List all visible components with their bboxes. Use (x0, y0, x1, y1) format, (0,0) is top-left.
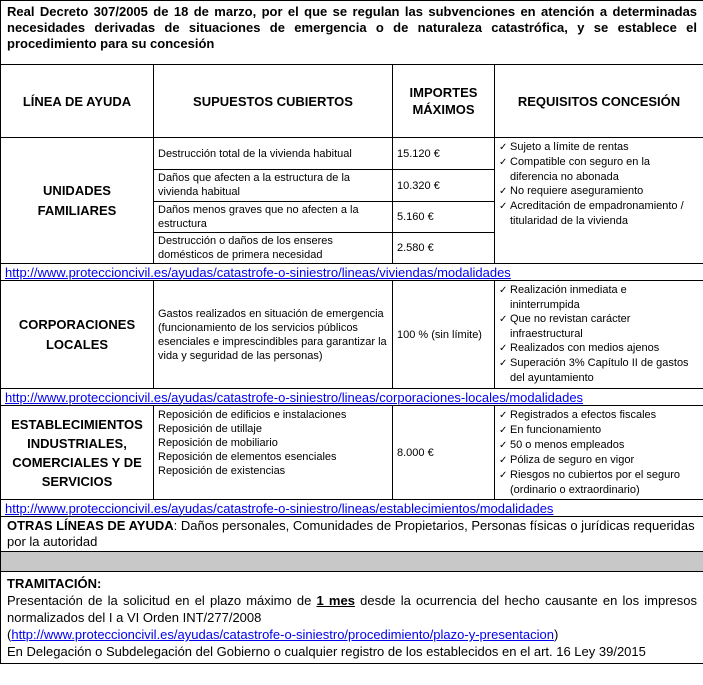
header-linea: LÍNEA DE AYUDA (1, 65, 154, 138)
requisito-item: ✓ Acreditación de empadronamiento / titularidad de la vivienda (499, 199, 699, 228)
requisito-item: ✓ Que no revistan carácter infraestructural (499, 312, 699, 341)
requisito-item: ✓ Realizados con medios ajenos (499, 341, 699, 356)
requisito-item: ✓ Sujeto a límite de rentas (499, 140, 699, 155)
requisitos-list (499, 140, 699, 228)
importe-cell: 2.580 € (393, 233, 495, 264)
importe-cell: 10.320 € (393, 170, 495, 202)
requisito-item: ✓ 50 o menos empleados (499, 438, 699, 453)
supuesto-item: Reposición de elementos esenciales (158, 451, 337, 463)
requisito-item: ✓ Póliza de seguro en vigor (499, 453, 699, 468)
header-importes: IMPORTES MÁXIMOS (393, 65, 495, 138)
importe-cell: 8.000 € (393, 406, 495, 500)
tramitacion-link-line: (http://www.proteccioncivil.es/ayudas/catastrofe-o-siniestro/procedimiento/plazo-y-presentacion) (7, 627, 559, 642)
requisito-item: ✓ No requiere aseguramiento (499, 184, 699, 199)
category-establecimientos: ESTABLECIMIENTOS INDUSTRIALES, COMERCIALES Y DE SERVICIOS (1, 406, 154, 500)
category-unidades-familiares: UNIDADES FAMILIARES (1, 138, 154, 264)
requisito-item: ✓ Superación 3% Capítulo II de gastos del ayuntamiento (499, 356, 699, 385)
supuestos-establecimientos (154, 406, 393, 500)
requisitos-list (499, 408, 699, 497)
otras-lineas (1, 517, 703, 552)
supuesto-item: Reposición de existencias (158, 465, 286, 477)
importe-cell: 100 % (sin límite) (393, 281, 495, 389)
requisito-item: ✓ Riesgos no cubiertos por el seguro (ordinario o extraordinario) (499, 468, 699, 497)
supuesto-item: Reposición de utillaje (158, 423, 262, 435)
supuesto-cell: Daños que afecten a la estructura de la vivienda habitual (154, 170, 393, 202)
supuesto-cell: Daños menos graves que no afecten a la estructura (154, 202, 393, 233)
supuesto-cell: Destrucción o daños de los enseres domésticos de primera necesidad (154, 233, 393, 264)
tramitacion-label: TRAMITACIÓN: (7, 576, 102, 591)
requisitos-establecimientos (495, 406, 703, 500)
category-corporaciones-locales: CORPORACIONES LOCALES (1, 281, 154, 389)
otras-text: : Daños personales, Comunidades de Propietarios, Personas físicas o jurídicas requeridas por la autoridad (7, 518, 695, 549)
requisito-item: ✓ Realización inmediata e ininterrumpida (499, 283, 699, 312)
link-plazo[interactable]: http://www.proteccioncivil.es/ayudas/catastrofe-o-siniestro/procedimiento/plazo-y-presentacion (11, 627, 554, 642)
requisitos-corporaciones (495, 281, 703, 389)
plazo-highlight: 1 mes (316, 593, 355, 608)
link-row-establecimientos (1, 500, 703, 517)
tramitacion-paragraph: Presentación de la solicitud en el plazo máximo de 1 mes desde la ocurrencia del hecho causante en los impresos normalizados del I a VI Orden INT/277/2008 (7, 593, 698, 625)
requisito-item: ✓ En funcionamiento (499, 423, 699, 438)
link-row-corporaciones (1, 389, 703, 406)
link-viviendas[interactable]: http://www.proteccioncivil.es/ayudas/catastrofe-o-siniestro/lineas/viviendas/modalidades (5, 264, 511, 280)
document-title: Real Decreto 307/2005 de 18 de marzo, por el que se regulan las subvenciones en atención a determinadas necesidades derivadas de situaciones de emergencia o de naturaleza catastrófica, y se establece el procedimiento para su concesión (1, 1, 703, 65)
requisito-item: ✓ Compatible con seguro en la diferencia no abonada (499, 155, 699, 184)
header-supuestos: SUPUESTOS CUBIERTOS (154, 65, 393, 138)
separator-band (1, 552, 703, 572)
supuesto-cell: Destrucción total de la vivienda habitual (154, 138, 393, 170)
importe-cell: 5.160 € (393, 202, 495, 233)
requisitos-list (499, 283, 699, 385)
tramitacion-registro: En Delegación o Subdelegación del Gobierno o cualquier registro de los establecidos en el art. 16 Ley 39/2015 (7, 644, 646, 659)
supuesto-item: Reposición de mobiliario (158, 437, 278, 449)
supuesto-item: Reposición de edificios e instalaciones (158, 409, 347, 421)
header-requisitos: REQUISITOS CONCESIÓN (495, 65, 703, 138)
importe-cell: 15.120 € (393, 138, 495, 170)
link-corporaciones[interactable]: http://www.proteccioncivil.es/ayudas/catastrofe-o-siniestro/lineas/corporaciones-locales/modalidades (5, 389, 584, 405)
tramitacion-section (1, 572, 703, 664)
otras-label: OTRAS LÍNEAS DE AYUDA (7, 518, 174, 533)
link-establecimientos[interactable]: http://www.proteccioncivil.es/ayudas/catastrofe-o-siniestro/lineas/establecimientos/modalidades (5, 500, 554, 516)
supuesto-cell: Gastos realizados en situación de emergencia (funcionamiento de los servicios públicos esenciales e imprescindibles para garantizar la vida y seguridad de las personas) (154, 281, 393, 389)
link-row-viviendas (1, 264, 703, 281)
requisito-item: ✓ Registrados a efectos fiscales (499, 408, 699, 423)
requisitos-unidades (495, 138, 703, 264)
